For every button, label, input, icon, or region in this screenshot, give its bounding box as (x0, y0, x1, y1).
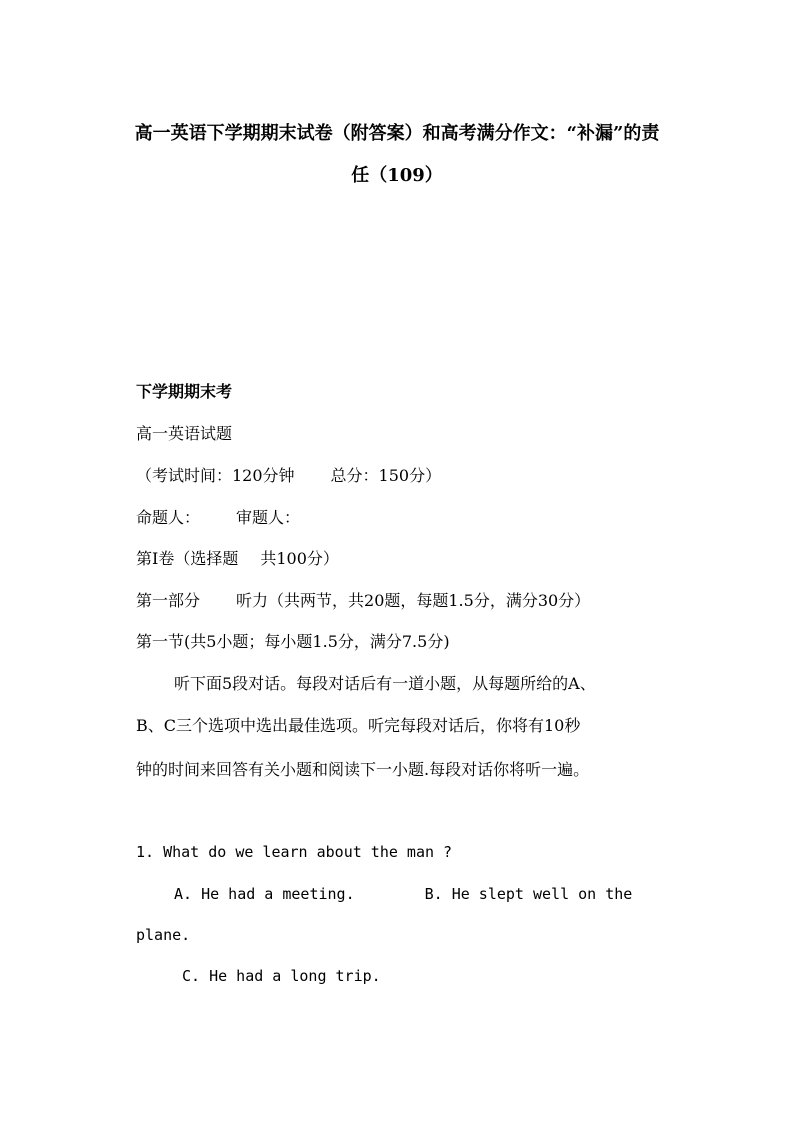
question-1-option-c: C. He had a long trip. (182, 967, 381, 985)
question-1-option-a: A. He had a meeting. (174, 885, 355, 903)
exam-staff-line (136, 508, 300, 528)
part1-desc: 听力（共两节，共20题，每题1.5分，满分30分） (236, 591, 591, 610)
question-1-option-b-continued: plane. (136, 926, 191, 944)
question-1-stem: 1. What do we learn about the man ? (136, 843, 453, 861)
document-title-line-1: 高一英语下学期期末试卷（附答案）和高考满分作文：“补漏”的责 (134, 123, 660, 144)
exam-heading: 下学期期末考 (136, 382, 233, 401)
exam-total-info: 总分：150分） (330, 466, 442, 485)
part1-label: 第一部分 (136, 591, 201, 610)
volume-total: 共100分） (260, 549, 339, 568)
volume-label: 第I卷（选择题 (136, 549, 239, 568)
exam-time-info: （考试时间：120分钟 (136, 466, 295, 485)
setter-label: 命题人： (136, 508, 201, 527)
instruction-line-3: 钟的时间来回答有关小题和阅读下一小题.每段对话你将听一遍。 (136, 760, 590, 779)
exam-subject: 高一英语试题 (136, 424, 233, 443)
instruction-line-1: 听下面5段对话。每段对话后有一道小题，从每题所给的A、 (174, 674, 596, 693)
exam-time-line (136, 466, 441, 486)
instruction-line-2: B、C三个选项中选出最佳选项。听完每段对话后，你将有10秒 (136, 716, 581, 735)
question-1-option-b: B. He slept well on the (424, 885, 633, 903)
question-1-options-ab (174, 884, 632, 904)
document-title-line-2: 任（109） (351, 165, 443, 186)
reviewer-label: 审题人： (236, 508, 301, 527)
volume-line (136, 549, 339, 569)
part1-line (136, 591, 590, 611)
section1-line: 第一节(共5小题；每小题1.5分，满分7.5分) (136, 632, 450, 651)
